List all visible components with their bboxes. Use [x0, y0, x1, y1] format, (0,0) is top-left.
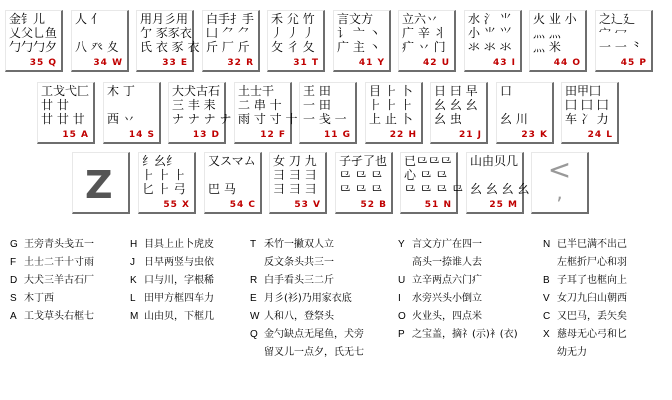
key-code-label: 25 M: [489, 200, 518, 210]
root-line: 亇 豕豕衣: [140, 26, 192, 40]
legend-letter: Q: [250, 329, 258, 340]
legend-item: [398, 308, 518, 326]
root-line: ⺓ ⺓ ⺓ ⺓: [470, 182, 530, 196]
legend-letter: O: [398, 311, 406, 322]
root-line: 目 ⺊ 卜: [369, 84, 413, 98]
legend-letter: L: [130, 293, 136, 304]
legend-text: 月彡(衫)乃用家衣底: [264, 293, 352, 304]
root-line: 凵 ⺈ ⺈: [206, 26, 250, 40]
key-roots: [369, 85, 418, 127]
root-line: 氺 氺 氺: [468, 40, 512, 54]
key-code-label: 54 C: [229, 200, 256, 210]
root-line: 乂父乚鱼: [9, 26, 58, 40]
legend-item: [10, 308, 94, 326]
root-line: ⺊ ⺊ ⺊: [142, 168, 186, 182]
legend-letter: H: [130, 239, 138, 250]
z-key-label: Z: [85, 163, 113, 207]
root-line: 子孑了也: [339, 154, 388, 168]
key-code-label: 24 L: [587, 130, 613, 140]
root-line: 宀 冖: [599, 26, 627, 40]
legend-text: 金勺缺点无尾鱼，犬旁: [264, 329, 364, 340]
legend-item: [130, 290, 214, 308]
key-code-label: 51 N: [424, 200, 452, 210]
key-code-label: 53 V: [294, 200, 321, 210]
legend-item: [10, 290, 94, 308]
root-line: ⺋ ⺋ ⺋ ⺋: [404, 182, 464, 196]
key-code-label: 31 T: [293, 58, 319, 68]
root-line: 用月彡用: [140, 12, 189, 26]
root-line: 广 辛 丬: [402, 26, 446, 40]
root-line: 廿 廿: [41, 98, 69, 112]
legend-text: 目具上止卜虎皮: [144, 239, 214, 250]
key-code-label: 43 I: [492, 58, 516, 68]
key-x[interactable]: [138, 152, 196, 214]
key-code-label: 22 H: [389, 130, 417, 140]
root-line: 雨 寸 寸 十: [238, 112, 298, 126]
key-j[interactable]: [430, 82, 488, 144]
legend-text: 子耳了也框向上: [557, 275, 627, 286]
legend-letter: U: [398, 275, 406, 286]
key-roots: [238, 84, 298, 127]
root-line: 灬 米: [533, 40, 561, 54]
key-code-label: 21 J: [458, 130, 482, 140]
root-line: 疒 丷 门: [402, 40, 446, 54]
key-v[interactable]: [269, 152, 327, 214]
legend-text: 又巴马，丢矢矣: [557, 311, 627, 322]
legend-item: [543, 308, 627, 326]
key-roots: [206, 13, 255, 55]
legend-text: 大犬三羊古石厂: [24, 275, 94, 286]
legend-text: 水旁兴头小倒立: [412, 293, 482, 304]
legend-text-cont: 反文条头共三一: [264, 257, 334, 268]
key-code-label: 35 Q: [29, 58, 57, 68]
root-line: 之辶廴: [599, 12, 636, 26]
root-line: 禾 ⺏ 竹: [271, 12, 315, 26]
legend-item: [398, 290, 518, 308]
root-line: 木 丁: [107, 84, 135, 98]
root-line: 火 业 小: [533, 12, 577, 26]
root-line: 言文方: [337, 12, 374, 26]
root-line: 立六丷: [402, 12, 439, 26]
key-code-label: 34 W: [93, 58, 123, 68]
root-line: 西 丷: [107, 112, 135, 126]
legend-letter: C: [543, 311, 551, 322]
legend-item: [398, 272, 518, 290]
root-line: 人 亻: [75, 12, 103, 26]
key-s[interactable]: [103, 82, 161, 144]
legend-text: 工戈草头右框七: [24, 311, 94, 322]
root-line: 一 戋 一: [303, 112, 347, 126]
root-line: 二 串 十: [238, 98, 282, 112]
legend-item: [130, 254, 214, 272]
legend-letter: I: [398, 293, 401, 304]
key-code-label: 15 A: [62, 130, 89, 140]
root-line: ⺓ ⺓ ⺓: [434, 98, 478, 112]
root-line: 上 止 卜: [369, 112, 413, 126]
legend-text: 慈母无心弓和匕: [557, 329, 627, 340]
root-line: 灬 灬: [533, 26, 561, 40]
key-roots: [339, 155, 388, 197]
key-roots: [172, 84, 232, 127]
legend-item: [543, 326, 627, 362]
legend-text-cont: 留叉儿一点夕，氏无七: [264, 347, 364, 358]
legend-item: [543, 272, 627, 290]
key-roots: [565, 85, 614, 127]
legend-letter: T: [250, 239, 257, 250]
legend-item: [543, 290, 627, 308]
root-line: 土士干: [238, 84, 275, 98]
key-roots: [140, 12, 200, 55]
legend-item: [250, 326, 364, 362]
legend-item: [130, 236, 214, 254]
legend-item: [250, 290, 364, 308]
legend-letter: D: [10, 275, 18, 286]
key-y[interactable]: [333, 10, 391, 72]
legend-item: [10, 254, 94, 272]
key-code-label: 13 D: [192, 130, 220, 140]
key-roots: [208, 155, 257, 197]
legend-text: 山由贝，下框几: [144, 311, 214, 322]
legend-letter: F: [10, 257, 17, 268]
legend-item: [250, 236, 364, 272]
legend-item: [398, 326, 518, 344]
root-line: 山由贝几: [470, 154, 519, 168]
root-line: ⺋ ⺋ ⺋: [339, 182, 383, 196]
key-code-label: 55 X: [163, 200, 190, 210]
key-roots: [75, 13, 124, 55]
legend-item: [10, 272, 94, 290]
root-line: 勹勹勹夕: [9, 40, 58, 54]
key-roots: [404, 154, 464, 197]
root-line: 一 ⽥: [303, 98, 331, 112]
key-u[interactable]: [398, 10, 456, 72]
root-line: 心 ⺋ ⺋: [404, 168, 448, 182]
legend-letter: J: [130, 257, 135, 268]
legend-letter: V: [543, 293, 550, 304]
legend-text: 立辛两点六门疒: [412, 275, 482, 286]
root-line: 王 ⽥: [303, 84, 331, 98]
legend-item: [130, 308, 214, 326]
key-r[interactable]: [202, 10, 260, 72]
key-roots: [337, 13, 386, 55]
key-roots: [273, 155, 322, 197]
key-t[interactable]: [267, 10, 325, 72]
root-line: 攵 彳 夂: [271, 40, 315, 54]
root-line: ⺕ ⺕ ⺕: [273, 182, 317, 196]
legend-letter: G: [10, 239, 18, 250]
root-line: 水 氵 ⺌: [468, 12, 512, 26]
key-m[interactable]: [466, 152, 530, 214]
legend-text: 口与川，字根稀: [144, 275, 214, 286]
key-code-label: 23 K: [521, 130, 548, 140]
key-roots: [402, 13, 451, 55]
key-code-label: 33 E: [162, 58, 188, 68]
key-a[interactable]: [37, 82, 95, 144]
key-code-label: 42 U: [423, 58, 450, 68]
legend-item: [130, 272, 214, 290]
key-roots: [533, 13, 582, 55]
root-line: 又スマム: [208, 154, 256, 168]
legend-text: 王旁青头戋五一: [24, 239, 94, 250]
root-line: 车 ⼎ 力: [565, 112, 609, 126]
root-line: ⺋ ⺋ ⺋: [339, 168, 383, 182]
key-b[interactable]: [335, 152, 393, 214]
key-q[interactable]: [5, 10, 63, 72]
legend-letter: S: [10, 293, 17, 304]
legend-letter: W: [250, 311, 260, 322]
root-line: ⺕ ⺕ ⺕: [273, 168, 317, 182]
root-line: 口: [500, 84, 513, 98]
legend-column: [543, 236, 627, 362]
root-line: 三 丰 ⽾: [172, 98, 216, 112]
root-line: 大犬古石: [172, 84, 221, 98]
legend-letter: X: [543, 329, 550, 340]
legend-item: [398, 236, 518, 272]
legend-text: 木丁西: [24, 293, 54, 304]
legend-text: 白手看头三二斤: [264, 275, 334, 286]
root-line: 斤 厂 斤: [206, 40, 250, 54]
key-roots: [303, 85, 352, 127]
root-line: 丿 丿 丿: [271, 26, 315, 40]
key-code-label: 52 B: [360, 200, 387, 210]
key-n[interactable]: [400, 152, 464, 214]
key-code-label: 32 R: [227, 58, 254, 68]
legend-text: 之宝盖，摘礻(示)衤(衣): [412, 329, 518, 340]
legend-item: [250, 272, 364, 290]
key-code-label: 44 O: [553, 58, 581, 68]
legend-column: [130, 236, 214, 326]
key-code-label: 11 G: [323, 130, 351, 140]
legend-letter: E: [250, 293, 257, 304]
comma-key-symbol: [532, 153, 587, 204]
key-roots: [271, 13, 320, 55]
key-code-label: 41 Y: [358, 58, 385, 68]
root-line: 讠 亠 丶: [337, 26, 381, 40]
root-line: 巴 马: [208, 182, 236, 196]
key-c[interactable]: [204, 152, 262, 214]
key-f[interactable]: [234, 82, 298, 144]
root-line: 廿 廿 廿: [41, 112, 85, 126]
root-line: 工戈弋匚: [41, 84, 90, 98]
root-line: 匕 ⺊ 弓: [142, 182, 186, 196]
root-line: 纟幺纟: [142, 154, 179, 168]
key-w[interactable]: [71, 10, 129, 72]
legend-letter: K: [130, 275, 137, 286]
legend-column: [10, 236, 94, 326]
legend-text: 言文方广在四一: [412, 239, 482, 250]
key-l[interactable]: [561, 82, 619, 144]
legend-text: 禾竹一撇双人立: [264, 239, 334, 250]
legend-letter: Y: [398, 239, 405, 250]
root-line: ⺓ 川: [500, 112, 528, 126]
root-line: ⺊ ⺊ ⺊: [369, 98, 413, 112]
root-line: 已⺋⺋⺋: [404, 154, 453, 168]
legend-item: [10, 236, 94, 254]
key-code-label: 14 S: [128, 130, 155, 140]
key-g[interactable]: [299, 82, 357, 144]
key-i[interactable]: [464, 10, 522, 72]
key-roots: [470, 154, 530, 197]
key-roots: [41, 85, 90, 127]
key-roots: [107, 85, 156, 127]
legend-letter: A: [10, 311, 17, 322]
key-code-label: 45 P: [620, 58, 647, 68]
root-line: ⺓ 虫: [434, 112, 462, 126]
legend-item: [250, 308, 364, 326]
key-o[interactable]: [529, 10, 587, 72]
key-comma[interactable]: [531, 152, 589, 214]
legend-text-cont: 幼无力: [557, 347, 587, 358]
root-line: 囗 囗 囗: [565, 98, 609, 112]
legend-column: [250, 236, 364, 362]
key-roots: [500, 85, 549, 127]
root-line: 小 ⺌ ⺍: [468, 26, 512, 40]
root-line: 一 一 ⺀: [599, 40, 643, 54]
root-line: 日 曰 早: [434, 84, 478, 98]
legend-letter: P: [398, 329, 405, 340]
root-line: 金钅儿: [9, 12, 46, 26]
root-line: 女 刀 九: [273, 154, 317, 168]
legend-text: 火业头，四点米: [412, 311, 482, 322]
comma-key-lower: ,: [556, 180, 563, 204]
key-roots: [9, 13, 58, 55]
root-line: 广 主 丶: [337, 40, 381, 54]
legend-letter: M: [130, 311, 139, 322]
legend-text-cont: 高头一捺谁人去: [412, 257, 482, 268]
key-z[interactable]: [72, 152, 130, 214]
root-line: 氏 衣 豕 衣: [140, 40, 200, 54]
legend-item: [543, 236, 627, 272]
legend-text: 已半巳满不出己: [557, 239, 627, 250]
root-line: 八 癶 夊: [75, 40, 119, 54]
legend-text: 人和八，登祭头: [264, 311, 334, 322]
legend-text: 田甲方框四车力: [144, 293, 214, 304]
key-e[interactable]: [136, 10, 200, 72]
key-d[interactable]: [168, 82, 232, 144]
key-k[interactable]: [496, 82, 554, 144]
key-roots: [468, 13, 517, 55]
root-line: ナ ナ ナ ナ: [172, 112, 232, 126]
key-roots: [142, 155, 191, 197]
key-code-label: 12 F: [260, 130, 286, 140]
legend-text: 日早两竖与虫依: [144, 257, 214, 268]
legend-text: 土士二干十寸雨: [24, 257, 94, 268]
key-h[interactable]: [365, 82, 423, 144]
legend-letter: N: [543, 239, 551, 250]
legend-text-cont: 左框折尸心和羽: [557, 257, 627, 268]
legend-column: [398, 236, 518, 344]
key-p[interactable]: [595, 10, 653, 72]
comma-key-upper: <: [547, 153, 572, 186]
key-roots: [599, 13, 648, 55]
legend-letter: B: [543, 275, 550, 286]
legend-text: 女刀九臼山朝西: [557, 293, 627, 304]
key-roots: [434, 85, 483, 127]
root-line: 田甲囗: [565, 84, 602, 98]
legend-letter: R: [250, 275, 258, 286]
root-line: 白手扌手: [206, 12, 255, 26]
